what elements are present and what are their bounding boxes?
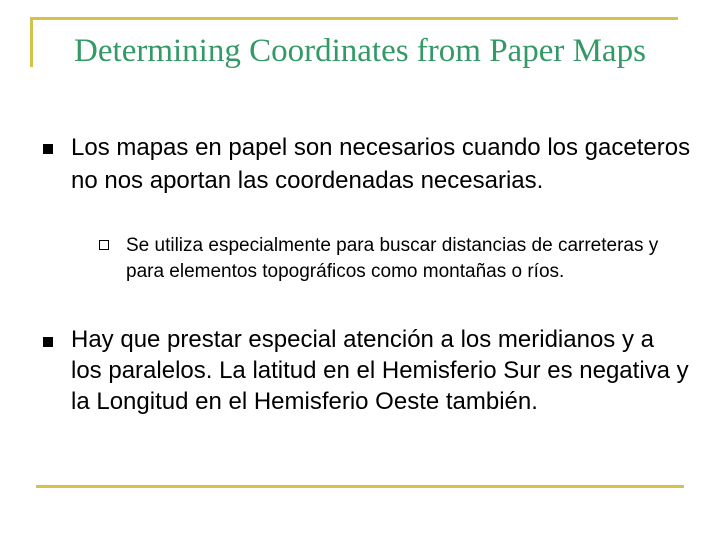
bullet-1-text: Los mapas en papel son necesarios cuando los gaceteros no nos aportan las coordenadas necesarias. bbox=[71, 134, 691, 194]
slide-title: Determining Coordinates from Paper Maps bbox=[74, 33, 646, 69]
sub-bullet-1-text: Se utiliza especialmente para buscar distancias de carreteras y para elementos topográficos como montañas o ríos. bbox=[126, 235, 659, 282]
square-bullet-icon bbox=[43, 144, 53, 154]
square-bullet-icon bbox=[43, 337, 53, 347]
hollow-square-bullet-icon bbox=[99, 240, 109, 250]
frame-bottom-line bbox=[36, 485, 684, 488]
frame-left-line bbox=[30, 17, 33, 67]
bullet-2-text: Hay que prestar especial atención a los meridianos y a los paralelos. La latitud en el Hemisferio Sur es negativa y la Longitud en el Hemisferio Oeste también. bbox=[71, 326, 689, 415]
frame-top-line bbox=[30, 17, 678, 20]
